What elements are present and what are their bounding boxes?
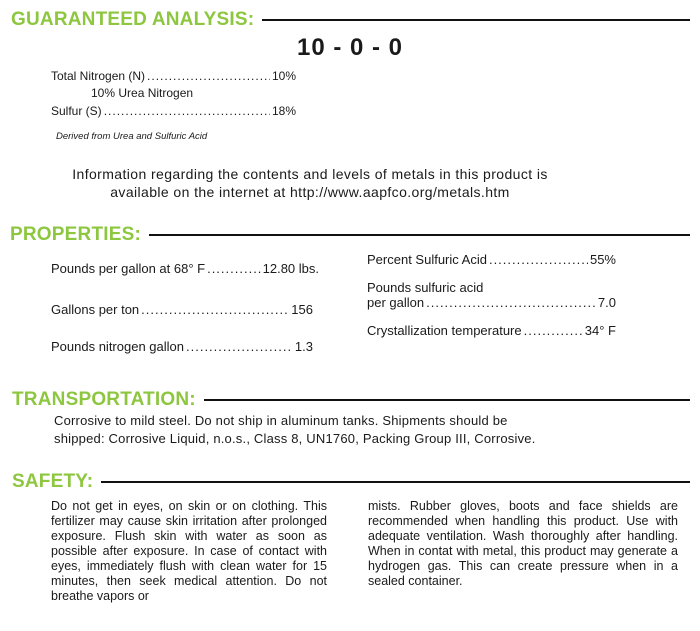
header-rule xyxy=(262,19,690,21)
derived-from: Derived from Urea and Sulfuric Acid xyxy=(56,131,208,142)
property-label: per gallon xyxy=(367,295,425,310)
metals-info-line2: available on the internet at http://www.aapfco.org/metals.htm xyxy=(110,184,510,200)
property-row xyxy=(367,295,616,310)
property-value: 12.80 lbs. xyxy=(262,261,319,276)
total-nitrogen-value: 10% xyxy=(271,69,296,83)
transportation-line2: shipped: Corrosive Liquid, n.o.s., Class 8, UN1760, Packing Group III, Corrosive. xyxy=(54,431,536,446)
property-row xyxy=(51,261,319,276)
property-value: 34° F xyxy=(584,323,616,338)
leader-dots xyxy=(524,323,583,338)
property-label-line1: Pounds sulfuric acid xyxy=(367,280,484,295)
header-rule xyxy=(101,481,690,483)
leader-dots xyxy=(147,69,270,83)
total-nitrogen-row xyxy=(51,69,296,83)
property-label: Pounds per gallon at 68° F xyxy=(51,261,206,276)
guaranteed-analysis-header xyxy=(11,9,690,31)
leader-dots xyxy=(141,302,289,317)
safety-heading: SAFETY: xyxy=(12,471,94,492)
property-row xyxy=(367,323,616,338)
leader-dots xyxy=(207,261,261,276)
urea-nitrogen: 10% Urea Nitrogen xyxy=(91,86,194,100)
sulfur-row xyxy=(51,104,296,118)
guaranteed-analysis-heading: GUARANTEED ANALYSIS: xyxy=(11,9,255,30)
leader-dots xyxy=(426,295,596,310)
property-row xyxy=(51,302,313,317)
transportation-heading: TRANSPORTATION: xyxy=(12,389,196,410)
property-row xyxy=(51,339,313,354)
transportation-header xyxy=(12,389,690,411)
leader-dots xyxy=(186,339,293,354)
safety-text-right: mists. Rubber gloves, boots and face shields are recommended when handling this product. Use with adequate ventilation. Wash thoroughly after handling. When in contat with metal, this product may generate a hydrogen gas. This can create pressure when in a sealed container. xyxy=(368,499,678,588)
property-label: Percent Sulfuric Acid xyxy=(367,252,487,267)
transportation-line1: Corrosive to mild steel. Do not ship in aluminum tanks. Shipments should be xyxy=(54,413,508,428)
header-rule xyxy=(149,234,690,236)
sulfur-label: Sulfur (S) xyxy=(51,104,102,118)
safety-header xyxy=(12,471,690,493)
sulfur-value: 18% xyxy=(271,104,296,118)
property-value: 55% xyxy=(589,252,616,267)
properties-heading: PROPERTIES: xyxy=(10,224,141,245)
metals-info-line1: Information regarding the contents and levels of metals in this product is xyxy=(72,166,548,182)
total-nitrogen-label: Total Nitrogen (N) xyxy=(51,69,146,83)
property-row xyxy=(367,252,616,267)
leader-dots xyxy=(104,104,270,118)
header-rule xyxy=(204,399,690,401)
leader-dots xyxy=(489,252,588,267)
fertilizer-grade: 10 - 0 - 0 xyxy=(296,34,404,61)
property-label: Pounds nitrogen gallon xyxy=(51,339,184,354)
safety-text-left: Do not get in eyes, on skin or on clothing. This fertilizer may cause skin irritation after prolonged exposure. Flush skin with water as soon as possible after exposure. In case of contact with eyes, immediately flush with clean water for 15 minutes, then seek medical attention. Do not breathe vapors or xyxy=(51,499,327,603)
property-label: Crystallization temperature xyxy=(367,323,522,338)
property-label: Gallons per ton xyxy=(51,302,140,317)
property-value: 1.3 xyxy=(294,339,313,354)
property-value: 7.0 xyxy=(597,295,616,310)
properties-header xyxy=(10,224,690,246)
property-value: 156 xyxy=(291,302,313,317)
